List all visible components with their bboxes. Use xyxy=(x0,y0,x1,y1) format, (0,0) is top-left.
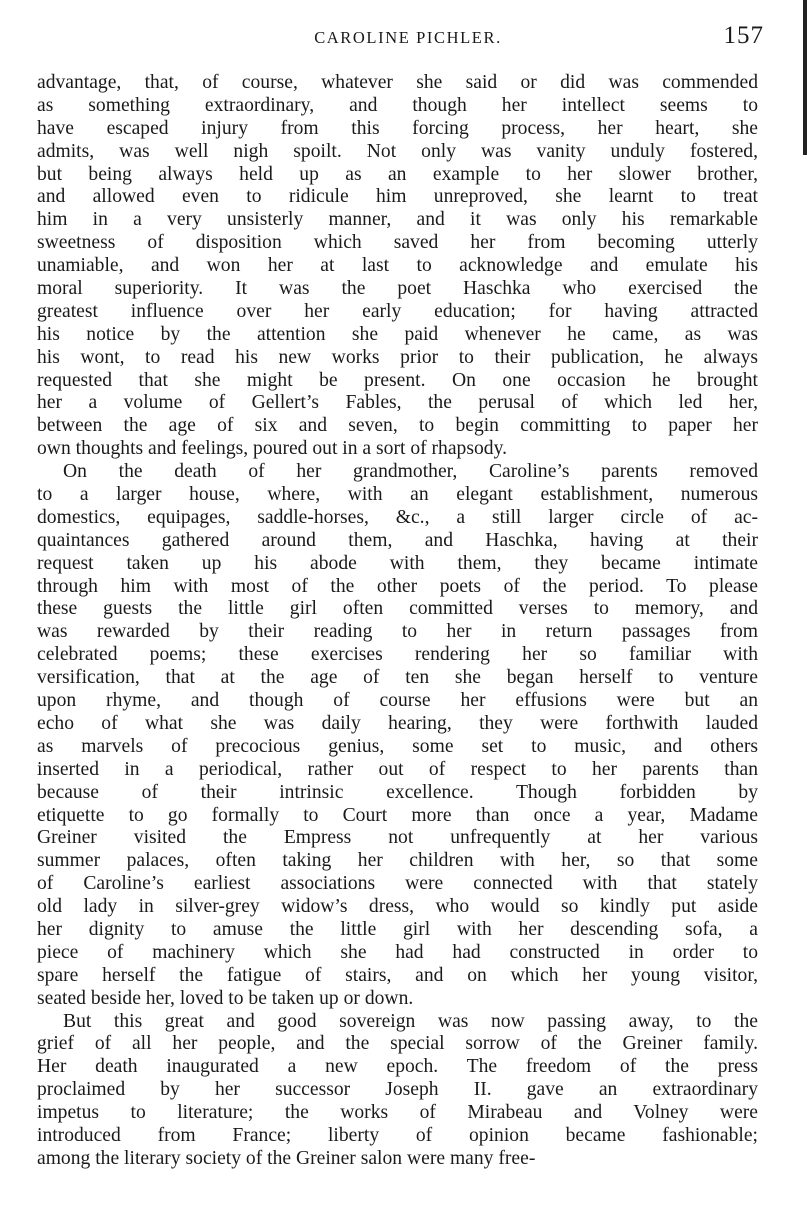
text-line: these guests the little girl often committed verses to memory, and xyxy=(37,598,758,620)
text-line: quaintances gathered around them, and Haschka, having at their xyxy=(37,529,758,551)
text-line: celebrated poems; these exercises rendering her so familiar with xyxy=(37,644,758,666)
text-line: his wont, to read his new works prior to their publication, he always xyxy=(37,346,758,368)
paragraph xyxy=(37,1011,758,1171)
text-line: and allowed even to ridicule him unreproved, she learnt to treat xyxy=(37,186,758,208)
body-text xyxy=(37,72,758,1171)
text-line: piece of machinery which she had had constructed in order to xyxy=(37,941,758,963)
text-line: between the age of six and seven, to begin committing to paper her xyxy=(37,415,758,437)
text-line: introduced from France; liberty of opinion became fashionable; xyxy=(37,1124,758,1146)
page-edge-shadow xyxy=(803,0,807,155)
text-line: domestics, equipages, saddle-horses, &c., a still larger circle of ac- xyxy=(37,506,758,528)
text-line: but being always held up as an example to her slower brother, xyxy=(37,163,758,185)
text-line: of Caroline’s earliest associations were connected with that stately xyxy=(37,873,758,895)
text-line: moral superiority. It was the poet Haschka who exercised the xyxy=(37,278,758,300)
text-line: On the death of her grandmother, Caroline’s parents removed xyxy=(63,461,758,483)
text-line: But this great and good sovereign was now passing away, to the xyxy=(63,1010,758,1032)
text-line: her dignity to amuse the little girl with her descending sofa, a xyxy=(37,918,758,940)
text-line: own thoughts and feelings, poured out in a sort of rhapsody. xyxy=(37,438,507,460)
text-line: upon rhyme, and though of course her effusions were but an xyxy=(37,690,758,712)
text-line: proclaimed by her successor Joseph II. gave an extraordinary xyxy=(37,1079,758,1101)
text-line: among the literary society of the Greiner salon were many free- xyxy=(37,1147,536,1169)
text-line: to a larger house, where, with an elegant establishment, numerous xyxy=(37,484,758,506)
text-line: as marvels of precocious genius, some set to music, and others xyxy=(37,735,758,757)
text-line: old lady in silver-grey widow’s dress, who would so kindly put aside xyxy=(37,896,758,918)
text-line: him in a very unsisterly manner, and it was only his remarkable xyxy=(37,209,758,231)
text-line: as something extraordinary, and though her intellect seems to xyxy=(37,94,758,116)
text-line: was rewarded by their reading to her in return passages from xyxy=(37,621,758,643)
text-line: sweetness of disposition which saved her from becoming utterly xyxy=(37,232,758,254)
text-line: echo of what she was daily hearing, they were forthwith lauded xyxy=(37,712,758,734)
text-line: admits, was well nigh spoilt. Not only was vanity unduly fostered, xyxy=(37,140,758,162)
text-line: his notice by the attention she paid whenever he came, as was xyxy=(37,323,758,345)
page-number: 157 xyxy=(723,22,764,49)
text-line: versification, that at the age of ten she began herself to venture xyxy=(37,667,758,689)
paragraph xyxy=(37,72,758,461)
text-line: Greiner visited the Empress not unfrequently at her various xyxy=(37,827,758,849)
text-line: advantage, that, of course, whatever she said or did was commended xyxy=(37,72,758,93)
text-line: spare herself the fatigue of stairs, and on which her young visitor, xyxy=(37,964,758,986)
text-line: because of their intrinsic excellence. Though forbidden by xyxy=(37,781,758,803)
text-line: seated beside her, loved to be taken up or down. xyxy=(37,987,414,1009)
text-line: have escaped injury from this forcing process, her heart, she xyxy=(37,117,758,139)
text-line: greatest influence over her early education; for having attracted xyxy=(37,300,758,322)
running-title: CAROLINE PICHLER. xyxy=(314,28,502,47)
text-line: inserted in a periodical, rather out of respect to her parents than xyxy=(37,758,758,780)
text-line: request taken up his abode with them, they became intimate xyxy=(37,552,758,574)
text-line: grief of all her people, and the special sorrow of the Greiner family. xyxy=(37,1033,758,1055)
text-line: etiquette to go formally to Court more than once a year, Madame xyxy=(37,804,758,826)
text-line: impetus to literature; the works of Mirabeau and Volney were xyxy=(37,1102,758,1124)
text-line: her a volume of Gellert’s Fables, the perusal of which led her, xyxy=(37,392,758,414)
page-header xyxy=(50,22,766,56)
text-line: Her death inaugurated a new epoch. The freedom of the press xyxy=(37,1056,758,1078)
text-line: requested that she might be present. On one occasion he brought xyxy=(37,369,758,391)
text-line: through him with most of the other poets of the period. To please xyxy=(37,575,758,597)
text-line: unamiable, and won her at last to acknowledge and emulate his xyxy=(37,255,758,277)
paragraph xyxy=(37,461,758,1010)
text-line: summer palaces, often taking her children with her, so that some xyxy=(37,850,758,872)
